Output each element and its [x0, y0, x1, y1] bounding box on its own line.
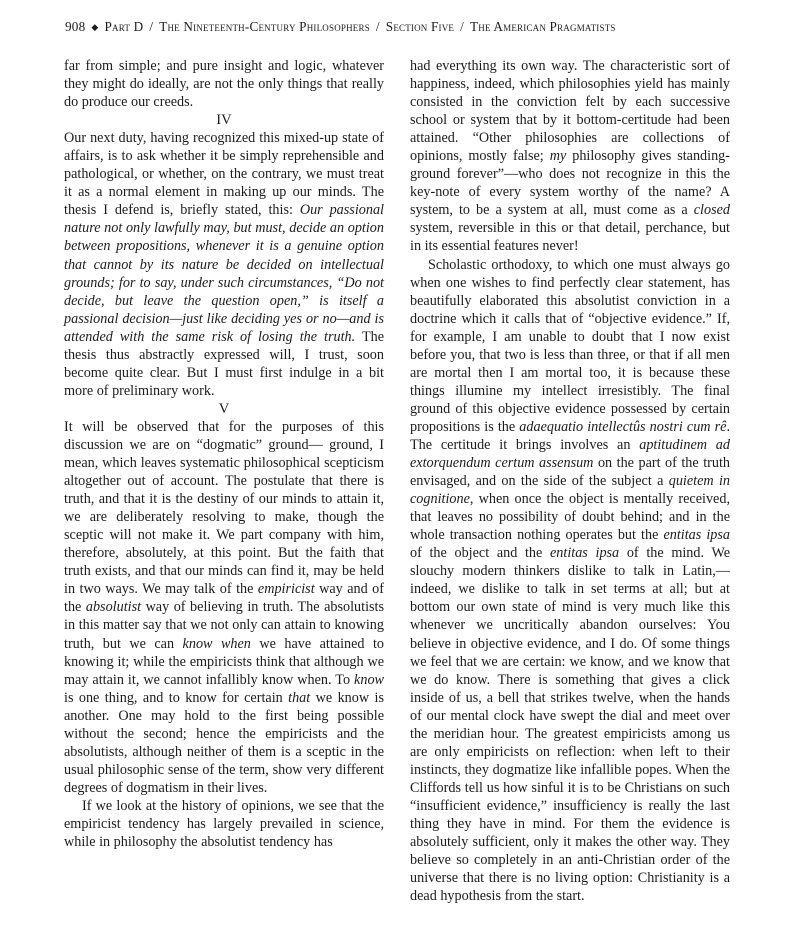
running-header	[65, 19, 745, 35]
paragraph-history: If we look at the history of opinions, we see that the empiricist tendency has largely prevailed in science, while in philosophy the absolutist tendency has	[64, 797, 384, 851]
right-column	[410, 57, 730, 905]
header-section: Section Five	[385, 19, 455, 34]
header-separator: /	[460, 19, 465, 34]
diamond-icon: ◆	[91, 22, 99, 32]
paragraph-dogmatic-ground: It will be observed that for the purposes of this discussion we are on “dogmatic” ground— ground, I mean, which leaves systematic philosophical scepticism altogether out of account. The postulate that there is truth, and that it is the destiny of our minds to attain it, we are deliberately resolving to make, though the sceptic will not make it. We part company with him, therefore, absolutely, at this point. But the faith that truth exists, and that our minds can find it, may be held in two ways. We may talk of the empiricist way and of the absolutist way of believing in truth. The absolutists in this matter say that we not only can attain to knowing truth, but we can know when we have attained to knowing it; while the empiricists think that although we may attain it, we cannot infallibly know when. To know is one thing, and to know for certain that we know is another. One may hold to the first being possible without the second; hence the empiricists and the absolutists, although neither of them is a sceptic in the usual philosophic sense of the term, show very different degrees of dogmatism in their lives.	[64, 418, 385, 796]
paragraph-continuation: far from simple; and pure insight and logic, whatever they might do ideally, are not the only things that really do produce our creeds.	[64, 58, 384, 111]
header-separator: /	[149, 19, 154, 34]
header-section-title: The American Pragmatists	[470, 19, 616, 34]
page-number: 908	[65, 19, 86, 34]
header-part: Part D	[104, 19, 144, 34]
left-column	[64, 57, 384, 851]
section-heading-v: V	[218, 400, 230, 417]
paragraph-scholastic: Scholastic orthodoxy, to which one must always go when one wishes to find perfectly clear statement, has beautifully elaborated this absolutist conviction in a doctrine which it calls that of “objective evidence.” If, for example, I am unable to doubt that I now exist before you, that two is less than three, or that if all men are mortal then I am mortal too, it is because these things illumine my intellect irresistibly. The final ground of this objective evidence possessed by certain propositions is the adaequatio intellectûs nostri cum rê. The certitude it brings involves an aptitudinem ad extorquendum certum assensum on the part of the truth envisaged, and on the side of the subject a quietem in cognitione, when once the object is mentally received, that leaves no possibility of doubt behind; and in the whole transaction nothing operates but the entitas ipsa of the object and the entitas ipsa of the mind. We slouchy modern thinkers dislike to talk in Latin,—indeed, we dislike to talk in set terms at all; but at bottom our own state of mind is very much like this whenever we uncritically abandon ourselves: You believe in objective evidence, and I do. Of some things we feel that we are certain: we know, and we know that we do know. There is something that gives a click inside of us, a bell that strikes twelve, when the hands of our mental clock have swept the dial and meet over the meridian hour. The greatest empiricists among us are only empiricists on reflection: when left to their instincts, they dogmatize like infallible popes. When the Cliffords tell us how sinful it is to be Christians on such “insufficient evidence,” insufficiency is really the last thing they have in mind. For them the evidence is absolutely sufficient, only it makes the other way. They believe so completely in an anti-Christian order of the universe that there is no living option: Christianity is a dead hypothesis from the start.	[410, 256, 731, 905]
section-heading-iv: IV	[216, 112, 232, 129]
header-chapter: The Nineteenth-Century Philosophers	[159, 19, 370, 34]
paragraph-systems: had everything its own way. The characteristic sort of happiness, indeed, which philosophies yield has mainly consisted in the conviction felt by each successive school or system that by it bottom-certitude had been attained. “Other philosophies are collections of opinions, mostly false; my philosophy gives standing-ground forever”—who does not recognize in this the key-note of every system worthy of the name? A system, to be a system at all, must come as a closed system, reversible in this or that detail, perchance, but in its essential features never!	[410, 58, 730, 255]
thesis-statement: Our passional nature not only lawfully may, but must, decide an option between propositions, whenever it is a genuine option that cannot by its nature be decided on intellectual grounds; for to say, under such circumstances, “Do not decide, but leave the question open,” is itself a passional decision—just like deciding yes or no—and is attended with the same risk of losing the truth.	[64, 202, 384, 345]
header-separator: /	[375, 19, 380, 34]
paragraph-thesis: Our next duty, having recognized this mixed-up state of affairs, is to ask whether it be simply reprehensible and pathological, or whether, on the contrary, we must treat it as a normal element in making up our minds. The thesis I defend is, briefly stated, this: Our passional nature not only lawfully may, but must, decide an option between propositions, whenever it is a genuine option that cannot by its nature be decided on intellectual grounds; for to say, under such circumstances, “Do not decide, but leave the question open,” is itself a passional decision—just like deciding yes or no—and is attended with the same risk of losing the truth. The thesis thus abstractly expressed will, I trust, soon become quite clear. But I must first indulge in a bit more of preliminary work.	[64, 130, 384, 399]
